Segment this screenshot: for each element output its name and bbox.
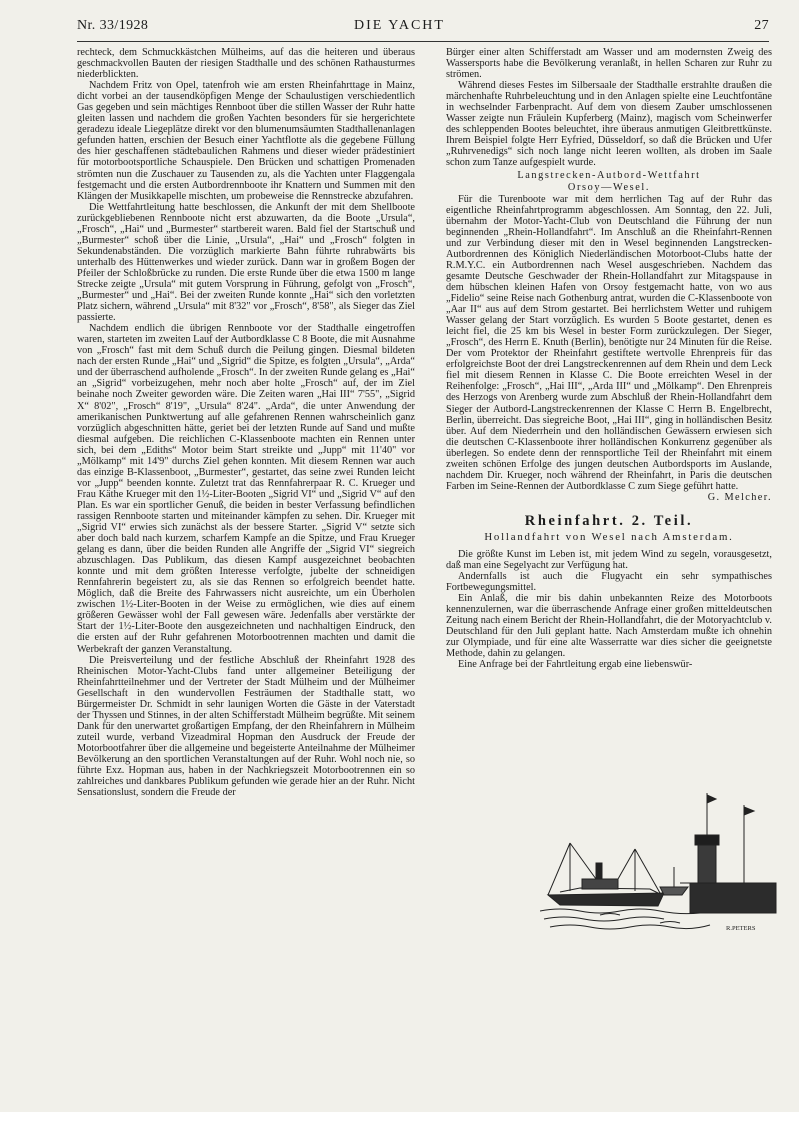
left-paragraph: Die Preisverteilung und der festliche Abschluß der Rheinfahrt 1928 des Rheinischen Motor-Yacht-Clubs fand unter allgemeiner Beteiligung der Rheinfahrtteilnehmer und der Vertreter der Stadt Mülheim und der Mülheimer Gesellschaft in den wundervollen Festräumen der Stadthalle statt, wo Bürgermeister Dr. Schmidt in sehr launigen Worten die Gäste in der Vaterstadt der Thyssen und Stinnes, in der alten Schifferstadt Mülheim begrüßte. Mit seinem Dank für den unerwartet großartigen Empfang, der den Rheinfahrern in Mülheim zuteil wurde, verband Vizeadmiral Hopman den Ausdruck der Freude der Motorbootfahrer über die allgemeine und begeisterte Anteilnahme der Mülheimer Bevölkerung an den sportlichen Veranstaltungen auf der Ruhr. Wohl noch nie, so führte Exz. Hopman aus, haben in der Nachkriegszeit Motorbootrennen ein so zahlreiches und dankbares Publikum gefunden wie gerade hier an der Ruhr. Nicht Sensationslust, sondern die Freude der <box>77 654 415 799</box>
harbor-steamship-illustration <box>540 783 780 933</box>
right-paragraph: Während dieses Festes im Silbersaale der Stadthalle erstrahlte draußen die märchenhafte Ruhrbeleuchtung und in den Anlagen spielte eine Leuchtfontäne in wechselnder Farbenpracht. Auf dem von diesem Zauber umschlossenen Wasser zeigte nun Fräulein Kupferberg (Mainz), magisch vom Scheinwerfer des schleppenden Bootes beleuchtet, ihre überaus anmutigen Gleitbrettkünste. Ihrem Beispiel folgte Herr Eyfried, Düsseldorf, so daß die Brücken und Ufer „Ruhrvenedigs“ sich noch lange nicht leeren wollten, als droben im Saale schon zum Tanze aufgespielt wurde. <box>446 80 772 169</box>
right-paragraph: Bürger einer alten Schifferstadt am Wasser und am modernsten Zweig des Wassersports habe die Bevölkerung veranlaßt, in hellen Scharen zur Ruhr zu strömen. <box>446 47 772 81</box>
header-rule <box>77 41 769 42</box>
left-column <box>77 47 415 798</box>
left-paragraph: Nachdem endlich die übrigen Rennboote vor der Stadthalle eingetroffen waren, starteten im zweiten Lauf der Autbordklasse C 8 Boote, die mit Ausnahme von „Frosch“ fast mit dem Schuß durch die Peilung gingen. Diesmal bildeten nach der ersten Runde „Hai“ und „Sigrid“ die Spitze, es folgten „Ursula“, „Arda“ und der überraschend aufholende „Frosch“. In der zweiten Runde gelang es „Hai“ an „Sigrid“ vorbeizugehen, mehr noch aber holte „Frosch“ auf, der im Ziel beinahe noch Zweiter geworden wäre. Die Zeiten waren „Hai III“ 7'55", „Sigrid X“ 8'02", „Frosch“ 8'19", „Ursula“ 8'24". „Arda“, die unter Anwendung der amerikanischen Punktwertung auf alle gefahrenen Rennen wahrscheinlich ganz vorzüglich abgeschnitten hätte, geriet bei der letzten Runde auf Sand und mußte diesmal aufgeben. Die reichlichen C-Klassenboote machten ein Rennen unter sich, bei dem „Ediths“ Motor beim Start streikte und „Jupp“ mit 11'40" vor „Mölkamp“ mit 14'9" durchs Ziel gehen konnten. Mit diesem Rennen war auch das einzige B-Klassenboot, „Burmester“, gestartet, das seine zwei Runden leicht vor „Jupp“ beenden konnte. Zuletzt trat das Rennfahrerpaar R. C. Krueger und Frau Käthe Krueger mit den 1½-Liter-Booten „Sigrid VI“ und „Sigrid V“ auf den Plan. Es war ein sportlicher Genuß, die beiden in bester Verfassung befindlichen rassigen Rennboote starten und miteinander kämpfen zu sehen. Dir. Krueger mit „Sigrid VI“ erwies sich zunächst als der bessere Starter. „Sigrid V“ setzte sich aber doch bald nach kurzem, scharfem Kampfe an die Spitze, und Frau Krueger gelang es dann, über die beiden Runden alle Angriffe der „Sigrid VI“ siegreich abzuschlagen. Das Publikum, das diesen Kampf ausgezeichnet beobachten konnte und mit dem größten Interesse verfolgte, jubelte der schneidigen Rennfahrerin begeistert zu, als sie das Rennen so erfolgreich beendet hatte. Möglich, daß die Breite des Fahrwassers nicht ausreichte, um ein Überholen zwischen 1½-Liter-Booten in der Weise zu ermöglichen, wie dies auf einem größeren Gewässer wohl der Fall gewesen wäre. Jedenfalls aber verstärkte der Start der 1½-Liter-Boote den ausgezeichneten und nachhaltigen Eindruck, den die ersten auf der Ruhr gefahrenen Motorbootrennen machten und damit die Werbekraft der ganzen Veranstaltung. <box>77 323 415 655</box>
author-signature: G. Melcher. <box>707 491 772 503</box>
magazine-title: DIE YACHT <box>354 18 445 33</box>
article-paragraph: Die größte Kunst im Leben ist, mit jedem Wind zu segeln, vorausgesetzt, daß man eine Segelyacht zur Verfügung hat. <box>446 548 772 572</box>
section-subheading: Orsoy—Wesel. <box>567 181 651 193</box>
issue-number: Nr. 33/1928 <box>77 18 149 33</box>
article-title: Rheinfahrt. 2. Teil. <box>524 512 694 529</box>
right-paragraph: Für die Turenboote war mit dem herrlichen Tag auf der Ruhr das eigentliche Rheinfahrtprogramm abgeschlossen. Am Sonntag, den 22. Juli, übernahm der Motor-Yacht-Club von Deutschland die Führung der nun beginnenden „Rhein-Hollandfahrt“. Im Anschluß an die Rheinfahrt-Rennen und zur Verbindung dieser mit den in Wesel beginnenden Langstrecken-Autbordrennen des Königlich Niederländischen Motorboot-Clubs hatte der R.M.Y.C. ein Autbordrennen nach Wesel ausgeschrieben. Nachdem das gesamte Deutsche Geschwader der Rhein-Hollandfahrt zur Mitagspause in dem hübschen kleinen Hafen von Orsoy festgemacht hatte, von wo aus „Fidelio“ seine Reise nach Gothenburg antrat, wurden die C-Klassenboote von „Aar II“ aus auf dem Strom gestartet. Bei herrlichstem Wetter und ruhigem Wasser gelang der Start vorzüglich. Es wurden 5 Boote gestartet, denen es leicht fiel, die 25 km bis Wesel in bester Form zurückzulegen. Der Sieger, „Frosch“, des Herrn E. Knuth (Berlin), benötigte nur 24 Minuten für die Reise. Der vom Protektor der Rheinfahrt gestiftete wertvolle Ehrenpreis für das erfolgreichste Boot der drei Langstreckenrennen auf dem Rhein und dem Leck fiel mit diesem Rennen in Klasse C. Die Boote erreichten Wesel in der Reihenfolge: „Frosch“, „Hai III“, „Arda III“ und „Mölkamp“. Den Ehrenpreis des Herzogs von Arenberg wurde zum Abschluß der Rhein-Hollandfahrt dem Sieger der Autbord-Langstreckenrennen der Klasse C Herrn B. Engelbrecht, Berlin, überreicht. Das siegreiche Boot, „Hai III“, ging in holländischen Besitz über. Auf dem Niederrhein und den holländischen Gewässern erwiesen sich die deutschen C-Klassenboote ihrer holländischen Konkurrenz gegenüber als überlegen. So endete denn der rennsportliche Teil der Rheinfahrt mit einem zweiten schönen Erfolge des jungen deutschen Autbordsports im Auslande, nachdem Dir. Krueger, noch während der Rheinfahrt, in Paris die deutschen Farben im Seine-Rennen der Autbordklasse C zum Siege geführt hatte. <box>446 193 772 492</box>
page-number: 27 <box>754 18 769 33</box>
article-subtitle: Hollandfahrt von Wesel nach Amsterdam. <box>484 530 734 543</box>
article-paragraph: Eine Anfrage bei der Fahrtleitung ergab eine liebenswür- <box>458 659 693 671</box>
artist-signature: R.PETERS <box>726 925 756 932</box>
left-paragraph: rechteck, dem Schmuckkästchen Mülheims, auf das die heiteren und überaus geschmackvollen Bauten der riesigen Stadthalle und des schönen Rathausturmes niederblickten. <box>77 47 415 81</box>
section-heading: Langstrecken-Autbord-Wettfahrt <box>517 169 701 181</box>
left-paragraph: Nachdem Fritz von Opel, tatenfroh wie am ersten Rheinfahrttage in Mainz, dicht vorbei an der tausendköpfigen Menge der Schaulustigen verschiedentlich Gas gegeben und sein mächtiges Rennboot über die stillen Wasser der Ruhr hatte gleiten lassen und nachdem die großen Yachten besonders für sie hergerichtete geradezu ideale Liegeplätze direkt vor den blumenumsäumten Stadthallenanlagen gefunden hatten, erschien der Besuch einer Yachtflotte als die gegebene Füllung des hier geschaffenen städtebaulichen Rahmens und dieser wieder prädestiniert für motorbootsportliche Schauspiele. Den Brücken und schattigen Promenaden strömten nun die Zuschauer zu Tausenden zu, als die Yachten unter Flaggengala festgemacht und die ersten Autbordrennboote ihr Knattern und Summen mit den Klängen der Musikkapelle mischten, um probeweise die Rennstrecke abzufahren. <box>77 80 415 202</box>
article-paragraph: Ein Anlaß, die mir bis dahin unbekannten Reize des Motorboots kennenzulernen, war die überraschende Anfrage einer großen mitteldeutschen Zeitung nach einem Bericht der Rhein-Hollandfahrt, die der Motoryachtclub v. Deutschland für den Juli geplant hatte. Nach Amsterdam mußte ich ohnehin zur Olympiade, und für eine alte Wasserratte war dies sicher die geeignetste Methode, dahin zu gelangen. <box>446 593 772 660</box>
left-paragraph: Die Wettfahrtleitung hatte beschlossen, die Ankunft der mit dem Shellboote zurückgebliebenen Rennboote nicht erst abzuwarten, da die Boote „Ursula“, „Frosch“, „Hai“ und „Burmester“ startbereit waren. Bald fiel der Startschuß und „Burmester“ schoß über die Linie, „Ursula“, „Hai“ und „Frosch“ folgten in Sekundenabständen. Die vorzüglich markierte Bahn führte ruhrabwärts bis unterhalb des Hüttenwerkes und wieder zurück. Dann war in großem Bogen der Pfeiler der Schloßbrücke zu runden. Die erste Runde über die etwa 1500 m lange Strecke zeigte „Ursula“ mit gutem Vorsprung in Führung, gefolgt von „Frosch“, „Burmester“ und „Hai“. Bei der zweiten Runde konnte „Hai“ sich den vorletzten Platz sichern, während „Ursula“ mit 8'32" vor „Frosch“, 8'58", als Sieger das Ziel passierte. <box>77 201 415 324</box>
article-paragraph: Andernfalls ist auch die Flugyacht ein sehr sympathisches Fortbewegungsmittel. <box>446 571 772 594</box>
